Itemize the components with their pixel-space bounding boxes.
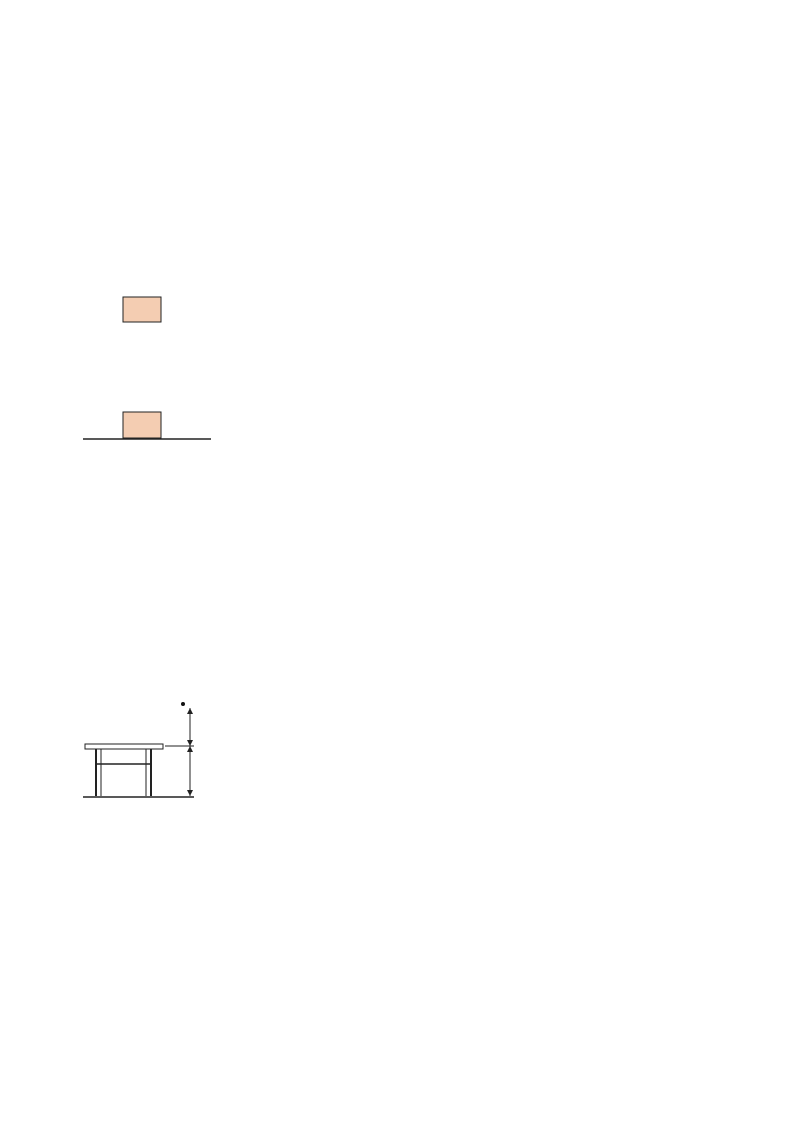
arrow-top-h2 (187, 746, 193, 752)
ball-point-a (181, 702, 185, 706)
table-top (85, 744, 163, 749)
arrow-bottom-h1 (187, 740, 193, 746)
block-a (123, 297, 161, 322)
arrow-bottom-h2 (187, 790, 193, 796)
block-b (123, 412, 161, 438)
arrow-top-h1 (187, 708, 193, 714)
